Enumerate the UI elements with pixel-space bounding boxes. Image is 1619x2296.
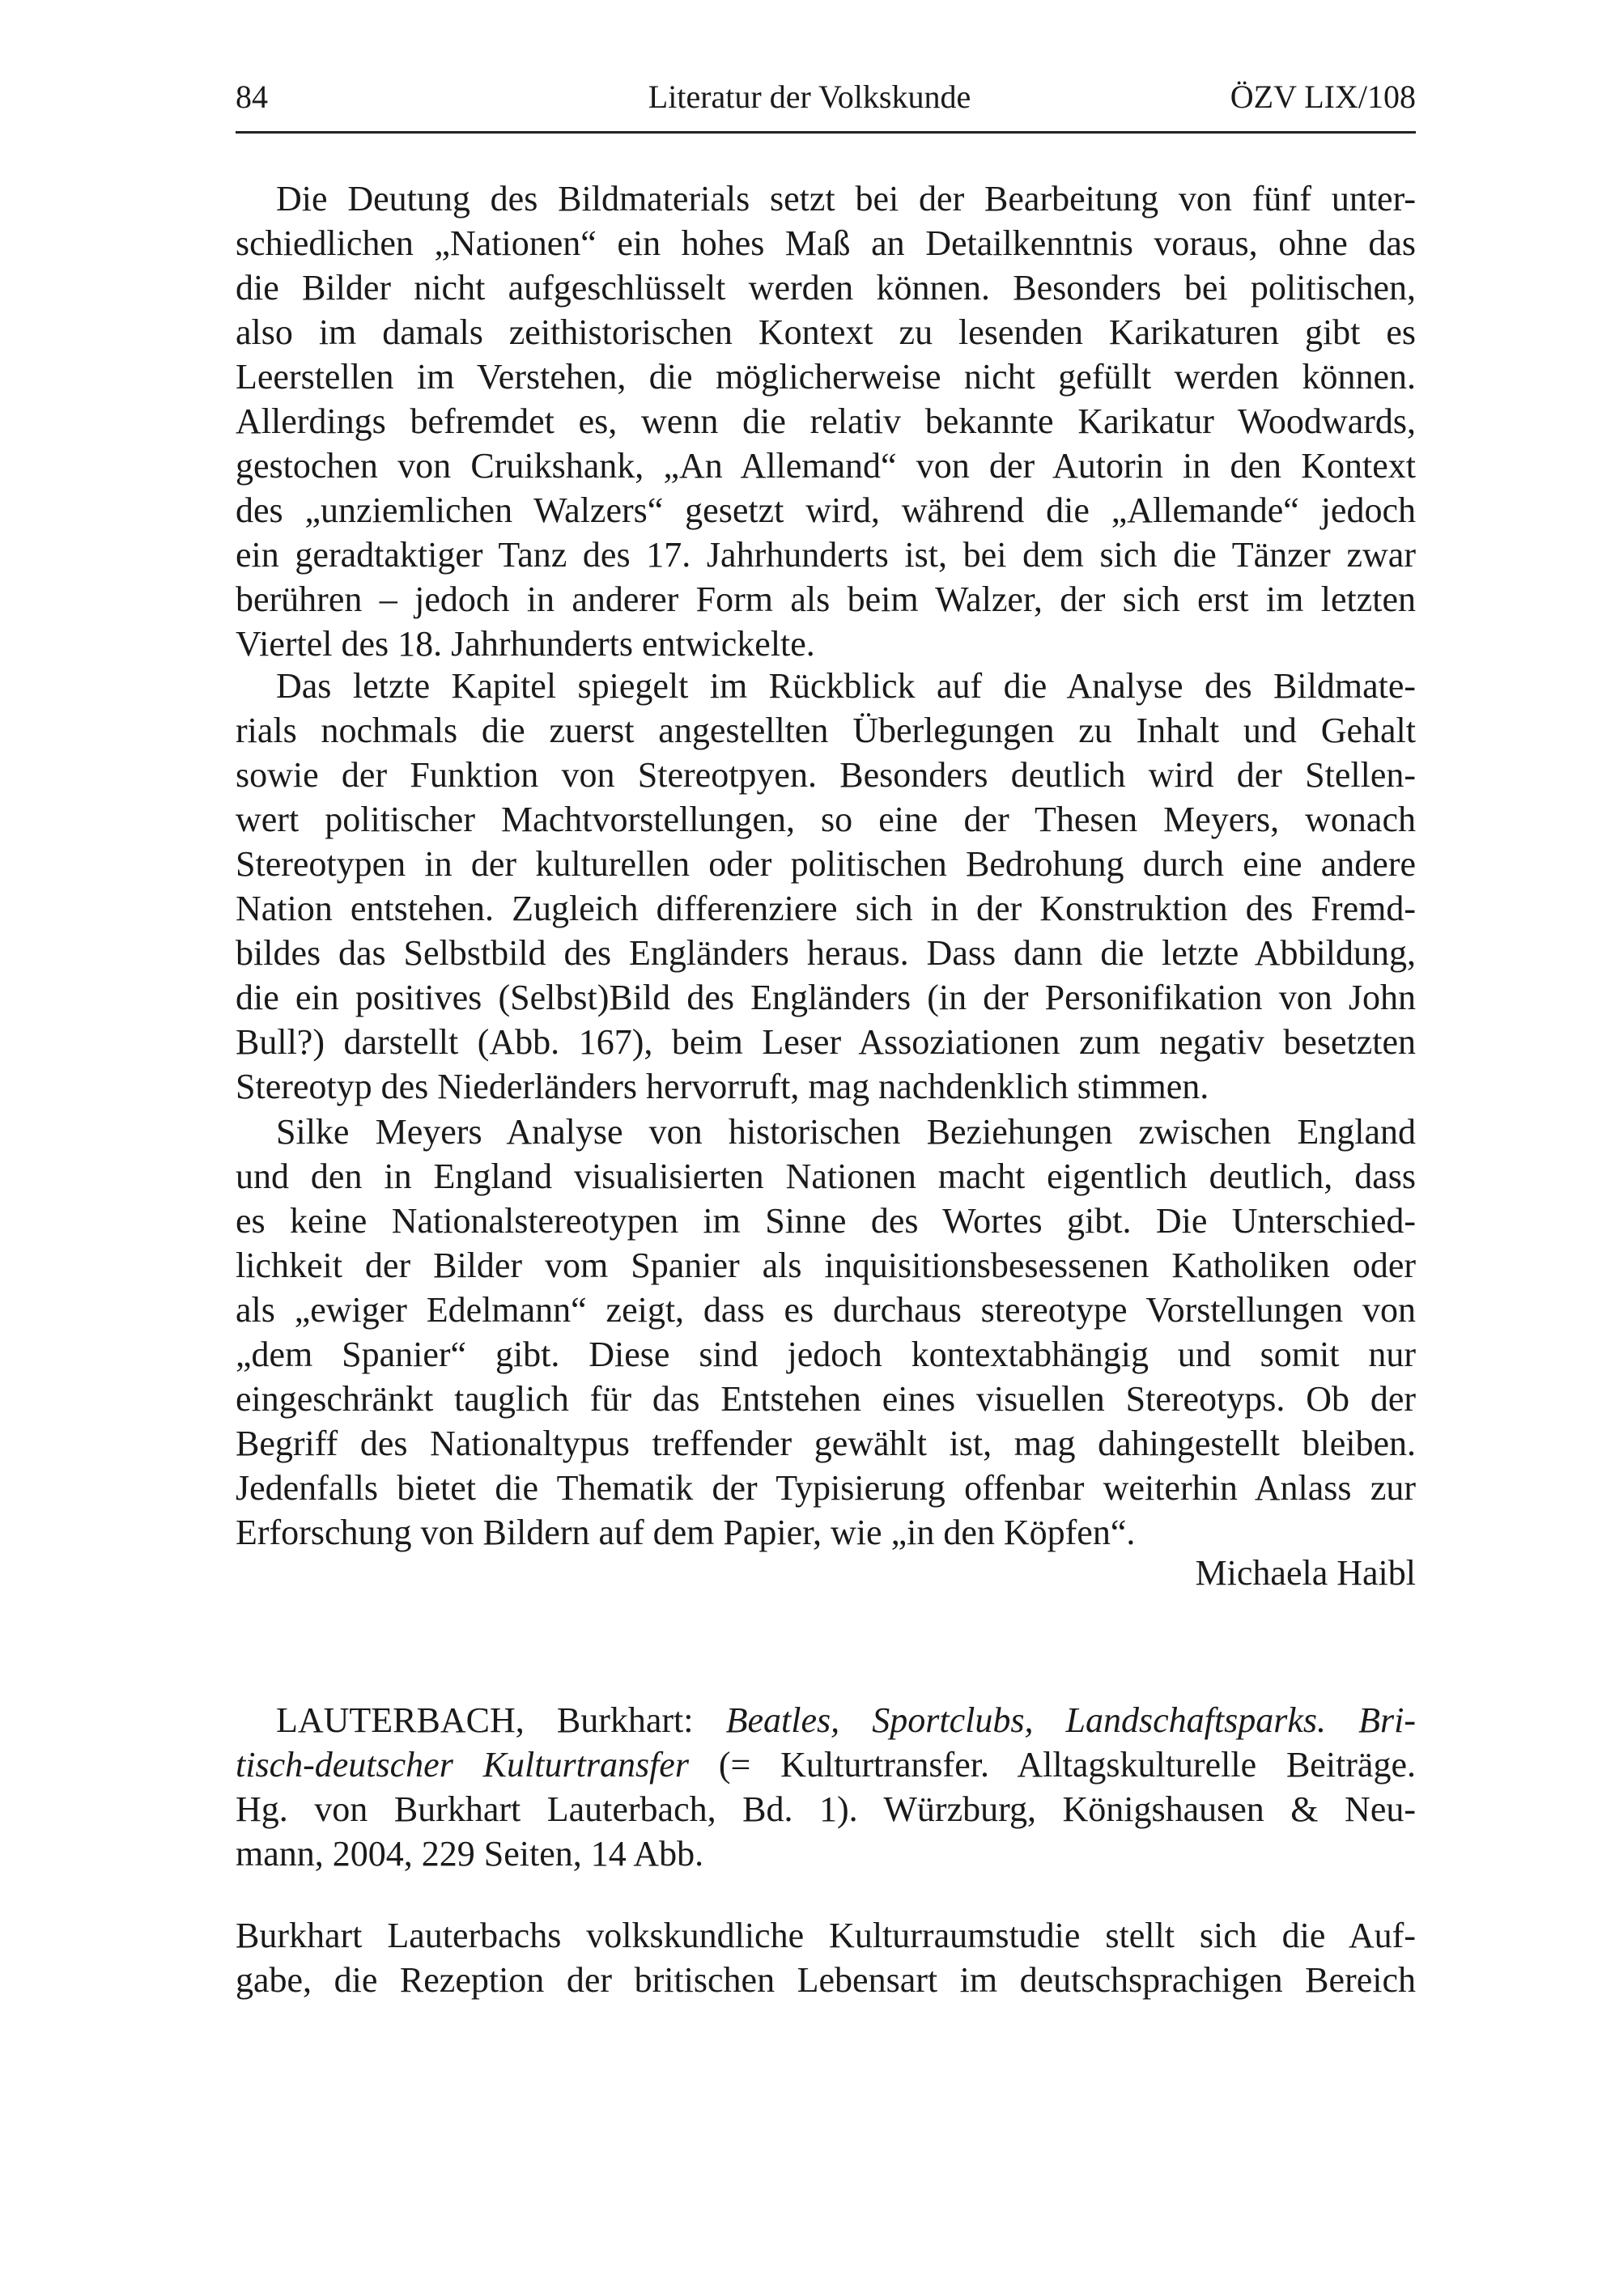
text-line: schiedlichen „Nationen“ ein hohes Maß an Detailkenntnis voraus, ohne das xyxy=(236,223,1416,263)
text-line: Silke Meyers Analyse von historischen Beziehungen zwischen England xyxy=(276,1112,1416,1152)
citation-line: Hg. von Burkhart Lauterbach, Bd. 1). Würzburg, Königshausen & Neu- xyxy=(236,1789,1416,1829)
text-line: Bull?) darstellt (Abb. 167), beim Leser Assoziationen zum negativ besetzten xyxy=(236,1022,1416,1062)
reviewer-signature xyxy=(236,1551,1416,1595)
text-line: des „unziemlichen Walzers“ gesetzt wird, während die „Allemande“ jedoch xyxy=(236,490,1416,530)
text-line: berühren – jedoch in anderer Form als beim Walzer, der sich erst im letzten xyxy=(236,579,1416,619)
text-line: und den in England visualisierten Nationen macht eigentlich deutlich, dass xyxy=(236,1156,1416,1196)
text-line: bildes das Selbstbild des Engländers heraus. Dass dann die letzte Abbildung, xyxy=(236,933,1416,973)
text-line: ein geradtaktiger Tanz des 17. Jahrhunderts ist, bei dem sich die Tänzer zwar xyxy=(236,535,1416,575)
text-line: Begriff des Nationaltypus treffender gewählt ist, mag dahingestellt bleiben. xyxy=(236,1424,1416,1463)
citation-line: mann, 2004, 229 Seiten, 14 Abb. xyxy=(236,1834,704,1874)
text-line: es keine Nationalstereotypen im Sinne des Wortes gibt. Die Unterschied- xyxy=(236,1201,1416,1241)
text-line: Viertel des 18. Jahrhunderts entwickelte. xyxy=(236,624,815,664)
text-line: lichkeit der Bilder vom Spanier als inquisitionsbesessenen Katholiken oder xyxy=(236,1246,1416,1285)
text-line: eingeschränkt tauglich für das Entstehen eines visuellen Stereotyps. Ob der xyxy=(236,1379,1416,1419)
book-citation xyxy=(236,1698,1416,1876)
paragraph xyxy=(236,1913,1416,2002)
author-name: Michaela Haibl xyxy=(1195,1553,1416,1593)
text-line: also im damals zeithistorischen Kontext zu lesenden Karikaturen gibt es xyxy=(236,312,1416,352)
text-line: die ein positives (Selbst)Bild des Engländers (in der Personifikation von John xyxy=(236,978,1416,1017)
text-line: Burkhart Lauterbachs volkskundliche Kulturraumstudie stellt sich die Auf- xyxy=(236,1916,1416,1955)
citation-line: tisch-deutscher Kulturtransfer (= Kulturtransfer. Alltagskulturelle Beiträge. xyxy=(236,1745,1416,1785)
text-line: Die Deutung des Bildmaterials setzt bei der Bearbeitung von fünf unter- xyxy=(276,179,1416,219)
citation-line: LAUTERBACH, Burkhart: Beatles, Sportclubs, Landschaftsparks. Bri- xyxy=(276,1700,1416,1740)
text-line: Das letzte Kapitel spiegelt im Rückblick auf die Analyse des Bildmate- xyxy=(276,666,1416,706)
text-line: Allerdings befremdet es, wenn die relativ bekannte Karikatur Woodwards, xyxy=(236,401,1416,441)
text-line: sowie der Funktion von Stereotpyen. Besonders deutlich wird der Stellen- xyxy=(236,755,1416,795)
text-line: Leerstellen im Verstehen, die möglicherweise nicht gefüllt werden können. xyxy=(236,357,1416,397)
header-rule xyxy=(236,131,1416,134)
paragraph xyxy=(236,1110,1416,1555)
journal-issue: ÖZV LIX/108 xyxy=(1230,79,1416,115)
text-line: „dem Spanier“ gibt. Diese sind jedoch kontextabhängig und somit nur xyxy=(236,1335,1416,1374)
text-line: die Bilder nicht aufgeschlüsselt werden können. Besonders bei politischen, xyxy=(236,268,1416,308)
text-line: rials nochmals die zuerst angestellten Überlegungen zu Inhalt und Gehalt xyxy=(236,711,1416,750)
text-line: Stereotypen in der kulturellen oder politischen Bedrohung durch eine andere xyxy=(236,844,1416,884)
text-line: gabe, die Rezeption der britischen Lebensart im deutschsprachigen Bereich xyxy=(236,1960,1416,2000)
text-line: Jedenfalls bietet die Thematik der Typisierung offenbar weiterhin Anlass zur xyxy=(236,1468,1416,1508)
running-title: Literatur der Volkskunde xyxy=(648,79,971,115)
text-line: Erforschung von Bildern auf dem Papier, wie „in den Köpfen“. xyxy=(236,1513,1136,1552)
text-line: gestochen von Cruikshank, „An Allemand“ von der Autorin in den Kontext xyxy=(236,446,1416,486)
text-line: wert politischer Machtvorstellungen, so eine der Thesen Meyers, wonach xyxy=(236,800,1416,839)
page-number: 84 xyxy=(236,79,268,115)
text-line: als „ewiger Edelmann“ zeigt, dass es durchaus stereotype Vorstellungen von xyxy=(236,1290,1416,1330)
text-line: Nation entstehen. Zugleich differenziere sich in der Konstruktion des Fremd- xyxy=(236,889,1416,928)
text-line: Stereotyp des Niederländers hervorruft, mag nachdenklich stimmen. xyxy=(236,1067,1209,1106)
paragraph xyxy=(236,664,1416,1109)
paragraph xyxy=(236,176,1416,666)
